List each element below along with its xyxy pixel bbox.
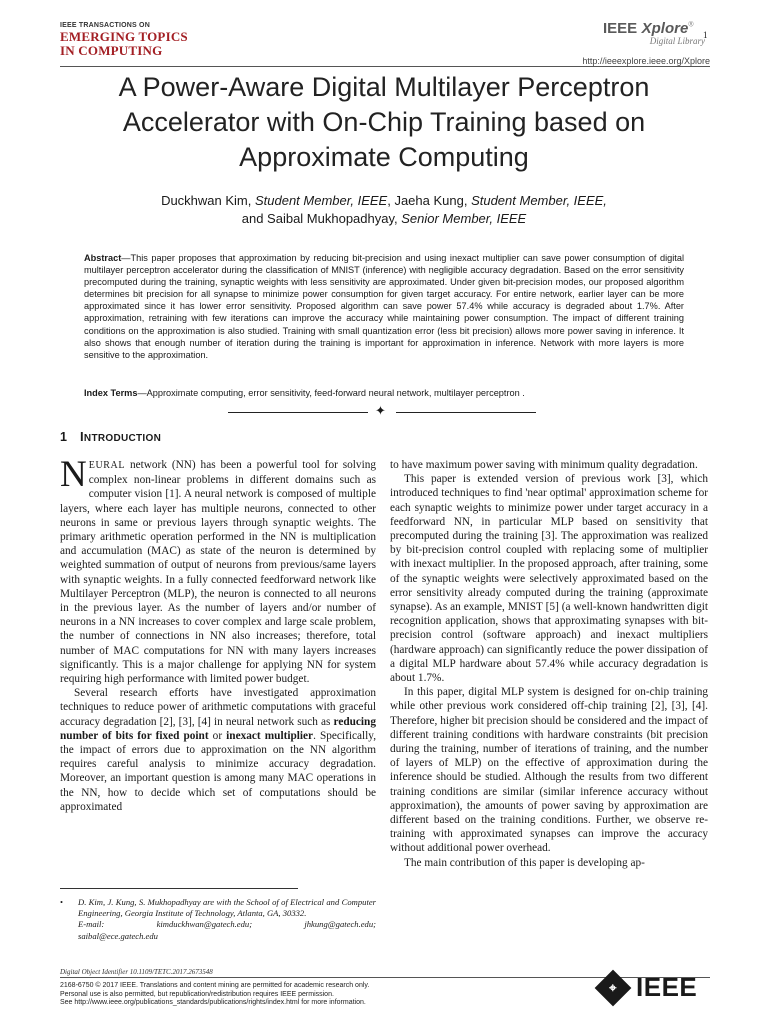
right-column [390,458,708,870]
journal-small-label: IEEE TRANSACTIONS ON [60,22,150,29]
ieee-diamond-icon [595,969,632,1006]
intro-paragraph-2-bold-1: reducing number of bits for fixed point [60,715,376,742]
xplore-url-link[interactable]: http://ieeexplore.ieee.org/Xplore [582,56,710,66]
section-number: 1 [60,430,68,444]
author-1-name: Duckhwan Kim, [161,193,255,208]
doi-text: Digital Object Identifier 10.1109/TETC.2017.2673548 [60,968,213,976]
right-paragraph-0: to have maximum power saving with minimum quality degradation. [390,459,698,471]
separator-diamond-icon: ✦ [375,403,386,418]
journal-logo [60,22,260,58]
section-title-initial: I [80,429,84,444]
intro-paragraph-2-or: or [208,729,227,742]
right-paragraph-3: The main contribution of this paper is developing ap- [404,856,645,869]
ieee-xplore-logo [603,20,713,46]
paper-title: A Power-Aware Digital Multilayer Perceptron Accelerator with On-Chip Training based on Approximate Computing [118,72,650,172]
author-separator-1: , Jaeha Kung, [387,193,472,208]
intro-paragraph-2-part-c: . Specifically, the impact of errors due to approximation on the NN algorithm requires careful analysis to minimize accuracy degradation. Moreover, an important question is among many MAC operations in the NN, how to decide which set of computations should be approximated [60,729,377,813]
index-terms-text: —Approximate computing, error sensitivity, feed-forward neural network, multilayer perceptron . [137,388,525,398]
right-paragraph-2: In this paper, digital MLP system is designed for on-chip training while other previous work considered off-chip training [2], [3], [4]. Therefore, higher bit precision should be considered and the impact of different training conditions with hardware constraints (bit precision during the training, number of iterations of training, and the number of layers of MLP) on the effective of approximation during the inference should be studied. Although the results from two different training conditions are similar (similar inference accuracy without approximation), the amounts of power saving by approximation are different based on the training conditions. Further, we observe re-training with approximated synapses can improve the accuracy without additional power overhead. [390,686,708,855]
abstract-label: Abstract [84,253,122,263]
separator-rule-left [228,412,368,413]
footnote-rule [60,888,298,889]
ieee-logo [600,972,697,1003]
xplore-reg-mark: ® [688,21,694,29]
journal-title-line2: IN COMPUTING [60,43,163,58]
author-separator-2: and Saibal Mukhopadhyay, [241,211,402,226]
copyright-line-3: See http://www.ieee.org/publications_standards/publications/rights/index.html for more information. [60,999,366,1007]
intro-paragraph-1 [60,454,376,686]
intro-paragraph-2-part-a: Several research efforts have investigated approximation techniques to reduce power of arithmetic computations with graceful accuracy degradation [2], [3], [4] in neural network such as [60,687,376,728]
footnote-bullet: • [60,897,64,907]
section-heading [60,429,161,444]
page-number: 1 [703,30,708,40]
intro-paragraph-1-text: network (NN) has been a powerful tool for solving complex non-linear problems in different domains such as computer vision [1]. A neural network is composed of multiple layers, where each layer has multiple neurons, connected to other neurons in same or previous layers through synaptic weights. The primary arithmetic operation performed in the NN is multiplication and accumulation (MAC) as state of the neuron is determined by weighted summation of output of neurons from previous/same layers with synaptic weights. In a fully connected feedforward network like Multilayer Perceptron (MLP), the neuron is connected to all neurons in the previous layer. As the number of layers and/or number of neurons in a NN increases to cover complex and large scale problem, the number of connections in NN also increases; therefore, total number of MAC computations for NN with many layers increases significantly. This is a major challenge for applying NN for system requiring high performance with limited power budget. [60,459,376,686]
ieee-diamond-glyph: ⌖ [609,979,617,995]
copyright-line-1: 2168-6750 © 2017 IEEE. Translations and content mining are permitted for academic research only. [60,982,370,989]
author-list [60,192,708,228]
section-title-rest: NTRODUCTION [83,433,162,444]
footnote-email-2[interactable]: jhkung@gatech.edu; [304,919,376,930]
journal-title-line1: EMERGING TOPICS [60,29,188,44]
affiliation-footnote [60,897,376,942]
abstract [84,252,684,361]
digital-library-text: Digital Library [649,36,705,46]
index-terms [84,387,684,399]
copyright-notice [60,982,369,1008]
xplore-word-text: Xplore [641,20,689,37]
index-terms-label: Index Terms [84,388,138,398]
intro-paragraph-2 [60,686,376,814]
header-rule [60,66,710,67]
author-3-role: Senior Member, IEEE [401,211,527,226]
author-2-role: Student Member, IEEE, [471,193,607,208]
footnote-email-1[interactable]: kimduckhwan@gatech.edu; [156,919,253,930]
ieee-wordmark: IEEE [636,972,698,1002]
separator-rule-right [396,412,536,413]
drop-cap: N [60,454,87,495]
footnote-email-label: E-mail: [78,919,105,930]
intro-lead-word: EURAL [88,460,126,471]
left-column [60,454,377,814]
intro-paragraph-2-bold-2: inexact multiplier [226,729,314,742]
copyright-line-2: Personal use is also permitted, but republication/redistribution requires IEEE permission. [60,990,334,998]
xplore-ieee-text: IEEE [603,20,638,37]
author-1-role: Student Member, IEEE [254,193,388,208]
footnote-email-3[interactable]: saibal@ece.gatech.edu [78,930,158,941]
footnote-affiliation-text: D. Kim, J. Kung, S. Mukhopadhyay are with the School of of Electrical and Computer Engineering, Georgia Institute of Technology, Atlanta, GA, 30332. [78,897,376,919]
right-paragraph-1: This paper is extended version of previous work [3], which introduced techniques to find 'near optimal' approximation scheme for each synaptic weights to minimize power under target accuracy in a feedforward NN, in particular MLP based on sensitivity that precomputed during the training [3]. The approximation was realized by bit-precision control coupled with replacing some of multiplier with inexact multiplier. In the proposed approach, after training, some of the synaptic weights were selectively approximated based on the error sensitivity already computed during the training (approximate synapse). As an example, MNIST [5] (a well-known handwritten digit recognition application, shows that approximating synapses with bit-precision control (software approach) and inexact multipliers (hardware approach) can significantly reduce the power dissipation of a digital MLP hardware about 57.4% while accuracy degradation is about 1.7%. [390,473,708,685]
abstract-text: —This paper proposes that approximation by reducing bit-precision and using inexact multiplier can save power consumption of digital multilayer perceptron accelerator during the classification of MNIST (inference) with negligible accuracy degradation. Based on the error sensitivity precomputed during the training, synaptic weights with less sensitivity are approximated. Under given bit-precision modes, our proposed algorithm determines bit precision for all synapse to minimize power consumption for given target accuracy. For entire network, earlier layer can be more approximated since it has lower error sensitivity. Proposed algorithm can save power 57.4% while accuracy is degraded about 1.7%. After approximation, retraining with few iterations can improve the accuracy while maintaining power consumption. The impact of different training conditions on the approximation is also studied. Training with small quantization error (less bit precision) allows more power saving in inference. It also shows that enough number of iteration during the training is important for approximation in inference. Network with more layers is more sensitive to the approximation. [84,253,684,360]
